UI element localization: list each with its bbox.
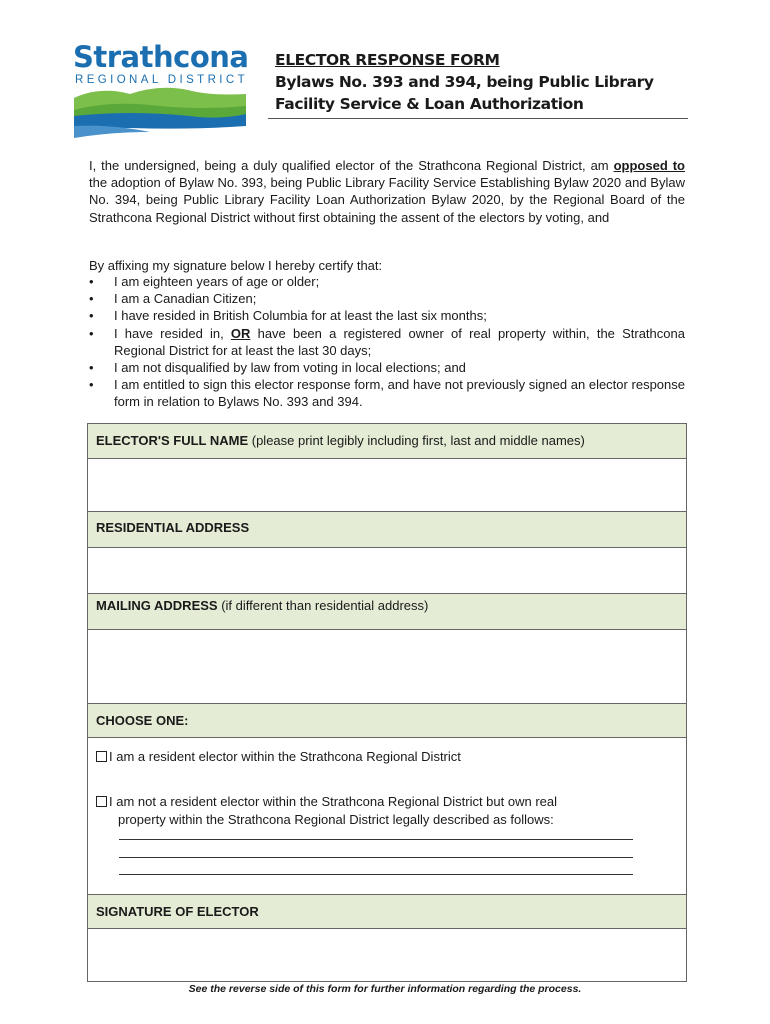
- full-name-hint: (please print legibly including first, last and middle names): [251, 433, 585, 448]
- certify-list: [89, 273, 685, 411]
- non-resident-owner-checkbox[interactable]: [96, 796, 107, 807]
- full-name-field[interactable]: [88, 458, 686, 511]
- non-resident-owner-label-1: I am not a resident elector within the Strathcona Regional District but own real: [109, 794, 558, 809]
- choose-one-header: [88, 703, 686, 737]
- intro-emphasis: opposed to: [613, 158, 685, 173]
- form-title: ELECTOR RESPONSE FORM: [275, 51, 500, 69]
- form-heading: [275, 49, 688, 115]
- choose-one-options: [88, 737, 686, 894]
- full-name-label: ELECTOR'S FULL NAME: [96, 433, 249, 448]
- legal-description-line-2[interactable]: [119, 857, 633, 858]
- logo-subtitle: REGIONAL DISTRICT: [75, 74, 249, 86]
- non-resident-owner-label-2: property within the Strathcona Regional District legally described as follows:: [118, 811, 554, 827]
- intro-rest: the adoption of Bylaw No. 393, being Public Library Facility Service Establishing Bylaw 2020 and Bylaw No. 394, being Public Library Facility Loan Authorization Bylaw 2020, by the Regional Board of the Strathcona Regional District without first obtaining the assent of the electors by voting, and: [89, 175, 685, 225]
- certify-item-not-disqualified: • I am not disqualified by law from voting in local elections; and: [89, 359, 685, 376]
- certify-item-citizen: • I am a Canadian Citizen;: [89, 290, 685, 307]
- residential-address-field[interactable]: [88, 547, 686, 593]
- resident-elector-option[interactable]: [96, 748, 461, 766]
- landscape-icon: [70, 40, 252, 140]
- mailing-address-header: [88, 593, 686, 629]
- legal-description-line-1[interactable]: [119, 839, 633, 840]
- form-subtitle-line-2: Facility Service & Loan Authorization: [275, 95, 584, 113]
- mailing-address-label: MAILING ADDRESS: [96, 598, 218, 613]
- certify-item-4-or: OR: [230, 325, 251, 341]
- intro-lead: I, the undersigned, being a duly qualified elector of the Strathcona Regional District, am: [89, 158, 609, 173]
- logo-wordmark: Strathcona: [73, 40, 249, 74]
- certify-item-entitled: • I am entitled to sign this elector response form, and have not previously signed an elector response form in relation to Bylaws No. 393 and 394.: [89, 376, 685, 410]
- legal-description-line-3[interactable]: [119, 874, 633, 875]
- signature-header: [88, 894, 686, 928]
- residential-address-header: [88, 511, 686, 547]
- elector-form-table: [87, 423, 687, 982]
- resident-elector-checkbox[interactable]: [96, 751, 107, 762]
- full-name-header: [88, 424, 686, 458]
- mailing-address-field[interactable]: [88, 629, 686, 703]
- intro-paragraph: [89, 157, 685, 226]
- form-subtitle-line-1: Bylaws No. 393 and 394, being Public Library: [275, 73, 654, 91]
- signature-field[interactable]: [88, 928, 686, 981]
- non-resident-owner-option[interactable]: [96, 793, 557, 828]
- certify-item-4b: have been a registered owner of real property within, the Strathcona Regional District for at least the last 30 days;: [114, 325, 685, 358]
- strathcona-logo: [70, 40, 252, 140]
- signature-label: SIGNATURE OF ELECTOR: [96, 904, 259, 919]
- heading-divider: [268, 118, 688, 119]
- residential-address-label: RESIDENTIAL ADDRESS: [96, 520, 250, 535]
- certify-item-bc-residence: • I have resided in British Columbia for at least the last six months;: [89, 307, 685, 324]
- choose-one-label: CHOOSE ONE:: [96, 713, 189, 728]
- resident-elector-label: I am a resident elector within the Strathcona Regional District: [109, 749, 461, 764]
- footnote: See the reverse side of this form for further information regarding the process.: [188, 983, 582, 995]
- certify-item-4a: I have resided in,: [114, 325, 224, 341]
- certify-item-age: • I am eighteen years of age or older;: [89, 273, 685, 290]
- mailing-address-hint: (if different than residential address): [221, 598, 429, 613]
- certify-item-district-residence: [89, 325, 685, 359]
- certify-lead: By affixing my signature below I hereby certify that:: [89, 258, 383, 273]
